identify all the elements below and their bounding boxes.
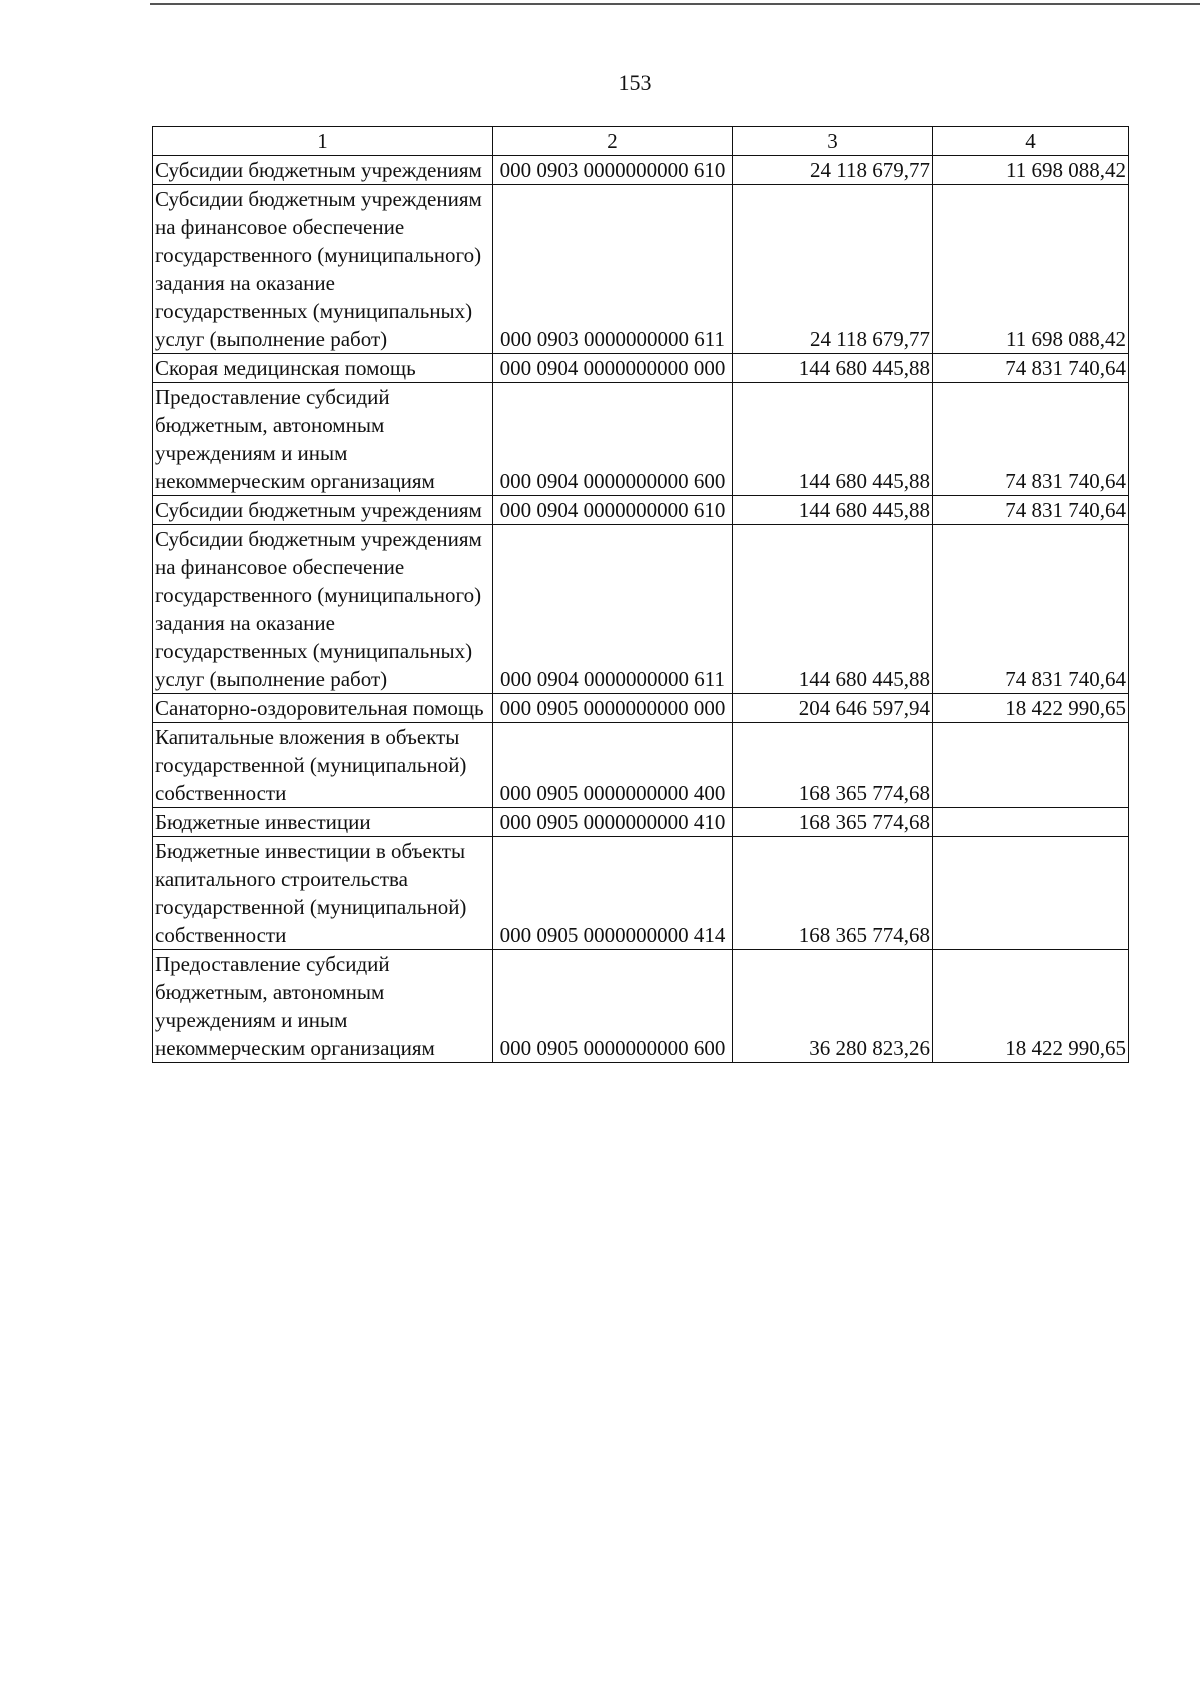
row-value-col4: 18 422 990,65: [933, 694, 1129, 723]
table-body: [153, 156, 1129, 1063]
row-code: 000 0905 0000000000 400: [493, 723, 733, 808]
row-value-col4: 74 831 740,64: [933, 496, 1129, 525]
budget-table-container: [152, 126, 1128, 1063]
top-rule: [150, 3, 1200, 5]
row-value-col4: 74 831 740,64: [933, 354, 1129, 383]
row-value-col4: 11 698 088,42: [933, 156, 1129, 185]
table-row: [153, 156, 1129, 185]
table-row: [153, 496, 1129, 525]
table-row: [153, 837, 1129, 950]
table-row: [153, 808, 1129, 837]
row-name: Бюджетные инвестиции в объекты капитального строительства государственной (муниципальной) собственности: [153, 837, 493, 950]
table-row: [153, 950, 1129, 1063]
row-value-col4: 74 831 740,64: [933, 525, 1129, 694]
column-header-3: 3: [733, 127, 933, 156]
column-header-1: 1: [153, 127, 493, 156]
row-code: 000 0904 0000000000 000: [493, 354, 733, 383]
row-value-col3: 168 365 774,68: [733, 808, 933, 837]
column-header-2: 2: [493, 127, 733, 156]
row-name: Субсидии бюджетным учреждениям на финансовое обеспечение государственного (муниципального) задания на оказание государственных (муниципальных) услуг (выполнение работ): [153, 185, 493, 354]
budget-table: [152, 126, 1129, 1063]
row-name: Предоставление субсидий бюджетным, автономным учреждениям и иным некоммерческим организациям: [153, 950, 493, 1063]
row-code: 000 0905 0000000000 000: [493, 694, 733, 723]
row-name: Капитальные вложения в объекты государственной (муниципальной) собственности: [153, 723, 493, 808]
row-value-col3: 144 680 445,88: [733, 525, 933, 694]
row-code: 000 0905 0000000000 600: [493, 950, 733, 1063]
table-row: [153, 383, 1129, 496]
row-name: Скорая медицинская помощь: [153, 354, 493, 383]
row-code: 000 0905 0000000000 414: [493, 837, 733, 950]
table-row: [153, 354, 1129, 383]
row-value-col3: 168 365 774,68: [733, 837, 933, 950]
table-row: [153, 185, 1129, 354]
row-value-col4: [933, 837, 1129, 950]
row-value-col3: 144 680 445,88: [733, 383, 933, 496]
row-value-col3: 24 118 679,77: [733, 185, 933, 354]
row-value-col4: [933, 808, 1129, 837]
table-row: [153, 694, 1129, 723]
row-value-col3: 144 680 445,88: [733, 354, 933, 383]
row-value-col3: 24 118 679,77: [733, 156, 933, 185]
row-name: Предоставление субсидий бюджетным, автономным учреждениям и иным некоммерческим организациям: [153, 383, 493, 496]
row-name: Бюджетные инвестиции: [153, 808, 493, 837]
row-value-col4: 18 422 990,65: [933, 950, 1129, 1063]
row-value-col3: 36 280 823,26: [733, 950, 933, 1063]
row-code: 000 0905 0000000000 410: [493, 808, 733, 837]
row-code: 000 0904 0000000000 610: [493, 496, 733, 525]
row-value-col3: 204 646 597,94: [733, 694, 933, 723]
row-code: 000 0904 0000000000 611: [493, 525, 733, 694]
table-row: [153, 525, 1129, 694]
column-header-4: 4: [933, 127, 1129, 156]
row-value-col3: 144 680 445,88: [733, 496, 933, 525]
row-value-col4: 11 698 088,42: [933, 185, 1129, 354]
row-value-col4: 74 831 740,64: [933, 383, 1129, 496]
row-code: 000 0904 0000000000 600: [493, 383, 733, 496]
row-code: 000 0903 0000000000 611: [493, 185, 733, 354]
row-value-col4: [933, 723, 1129, 808]
row-value-col3: 168 365 774,68: [733, 723, 933, 808]
row-name: Субсидии бюджетным учреждениям: [153, 156, 493, 185]
row-name: Санаторно-оздоровительная помощь: [153, 694, 493, 723]
page-number: 153: [618, 70, 652, 95]
row-name: Субсидии бюджетным учреждениям: [153, 496, 493, 525]
table-row: [153, 723, 1129, 808]
row-name: Субсидии бюджетным учреждениям на финансовое обеспечение государственного (муниципального) задания на оказание государственных (муниципальных) услуг (выполнение работ): [153, 525, 493, 694]
row-code: 000 0903 0000000000 610: [493, 156, 733, 185]
header-row: [153, 127, 1129, 156]
